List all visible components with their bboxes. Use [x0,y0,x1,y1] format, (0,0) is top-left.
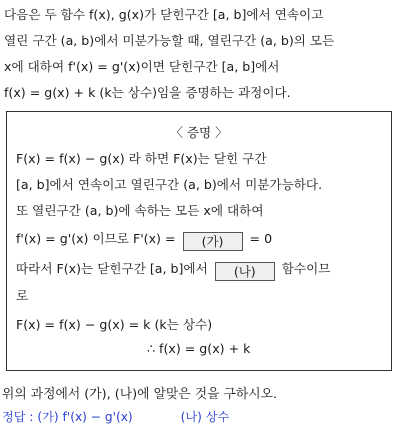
question-text: 위의 과정에서 (가), (나)에 알맞은 것을 구하시오. [2,387,278,402]
statement-line-3: x에 대하여 f'(x) = g'(x)이면 닫힌구간 [a, b]에서 [4,59,280,74]
statement-line-2: 열린 구간 (a, b)에서 미분가능할 때, 열린구간 (a, b)의 모든 [4,33,335,48]
blank-na: (나) [215,262,275,281]
answer-line [2,408,229,425]
proof-line-2: [a, b]에서 연속이고 열린구간 (a, b)에서 미분가능하다. [16,177,323,192]
proof-header: 〈 증명 〉 [170,125,228,140]
answer-part-a: 정답 : (가) f'(x) − g'(x) [2,410,133,424]
proof-line-5-post: 함수이므 [281,261,331,276]
proof-line-5-pre: 따라서 F(x)는 닫힌구간 [a, b]에서 [16,261,208,276]
proof-line-4-pre: f'(x) = g'(x) 이므로 F'(x) = [16,231,176,246]
proof-line-7: F(x) = f(x) − g(x) = k (k는 상수) [16,317,213,332]
proof-line-3: 또 열린구간 (a, b)에 속하는 모든 x에 대하여 [16,203,264,218]
answer-part-b: (나) 상수 [180,410,230,424]
blank-ga: (가) [183,232,243,251]
proof-line-6: 로 [16,288,29,303]
proof-box [6,111,392,371]
statement-line-4: f(x) = g(x) + k (k는 상수)임을 증명하는 과정이다. [4,85,291,100]
proof-conclusion: ∴ f(x) = g(x) + k [147,341,251,356]
proof-line-4-post: = 0 [249,231,273,246]
statement-line-1: 다음은 두 함수 f(x), g(x)가 닫힌구간 [a, b]에서 연속이고 [4,7,324,22]
proof-line-5 [16,258,330,281]
proof-line-1: F(x) = f(x) − g(x) 라 하면 F(x)는 닫힌 구간 [16,151,267,166]
proof-line-4 [16,228,272,251]
